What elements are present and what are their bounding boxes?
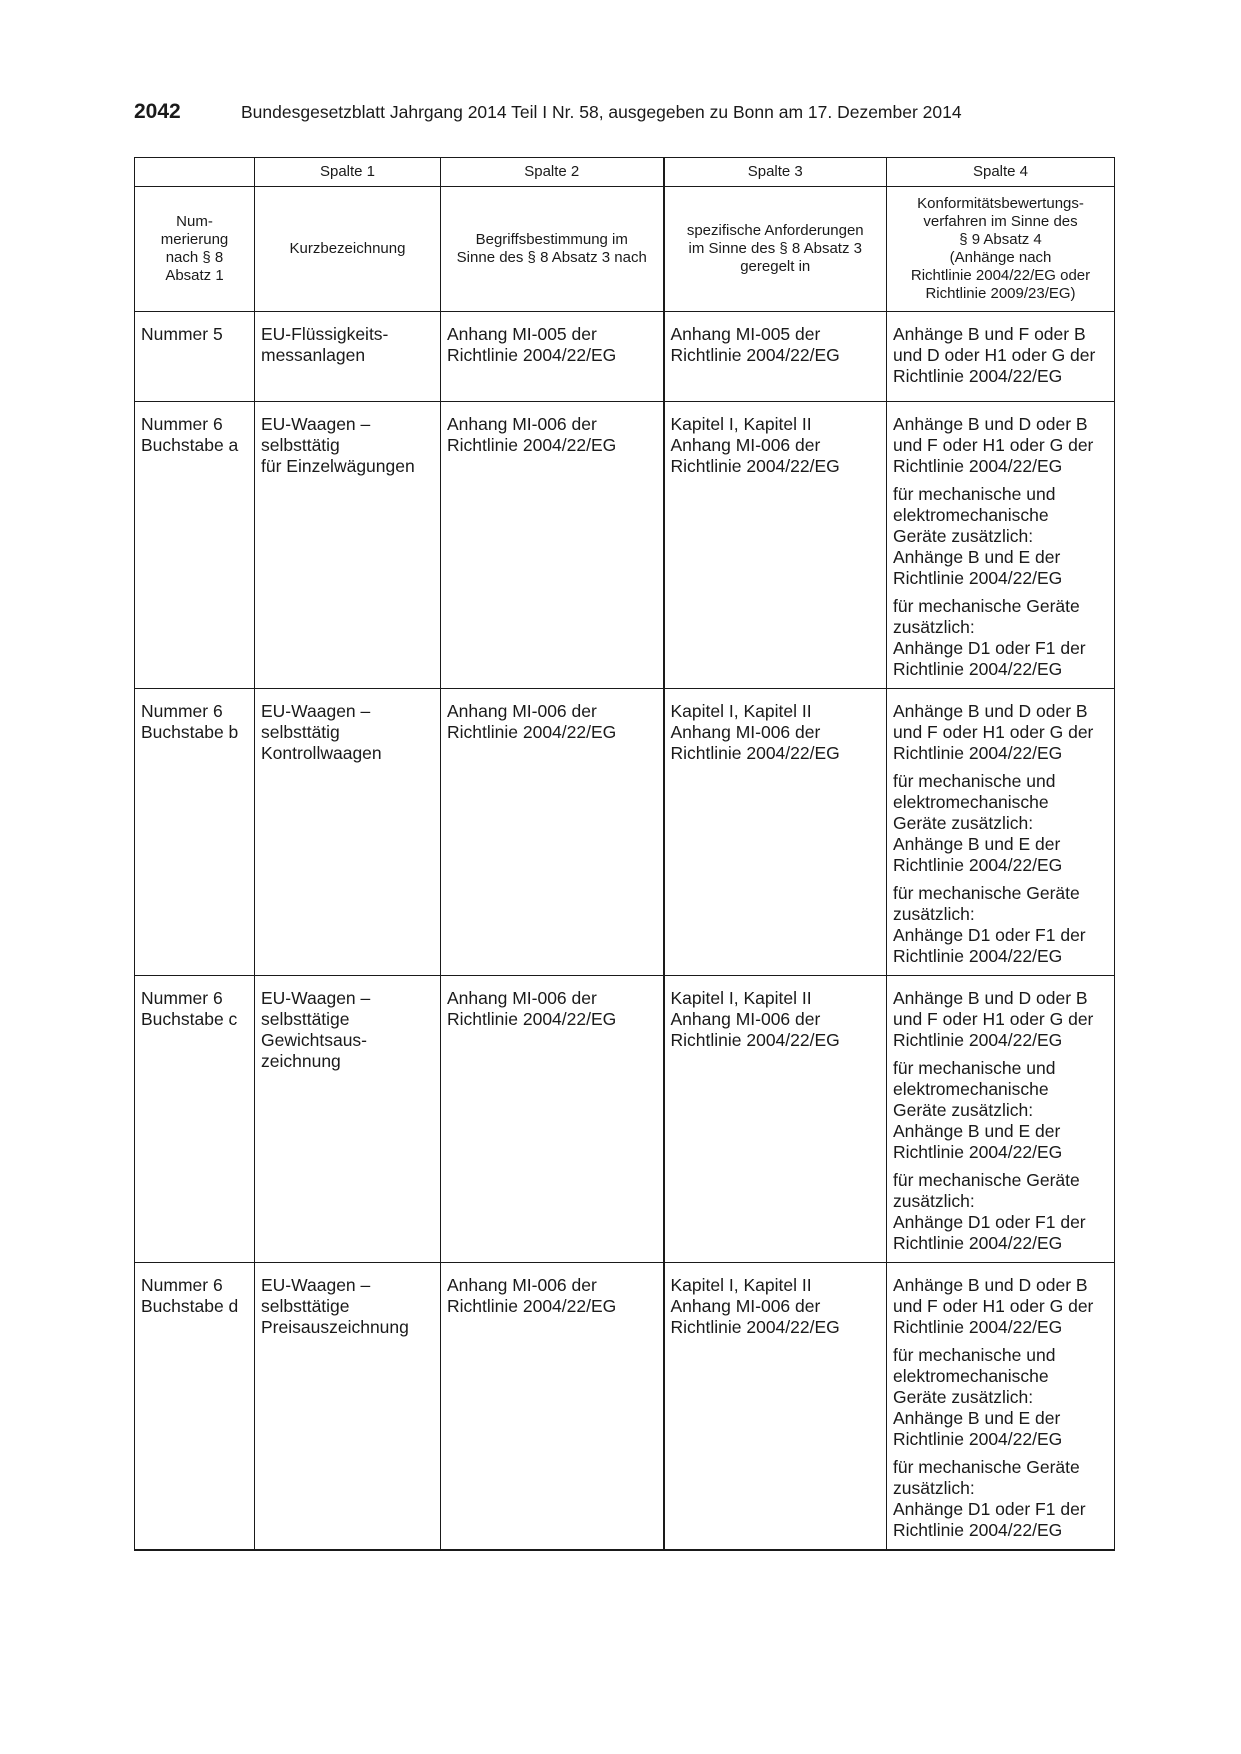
text-line: EU-Waagen –	[261, 414, 371, 434]
text-line: selbsttätige	[261, 1009, 350, 1029]
text-line: und F oder H1 oder G der	[893, 1009, 1094, 1029]
text-line: Buchstabe d	[141, 1296, 239, 1316]
text-line: Richtlinie 2004/22/EG	[893, 1520, 1063, 1540]
text-line: für mechanische Geräte	[893, 1170, 1080, 1190]
spalte-3: Spalte 3	[664, 158, 887, 187]
text-line: Num-	[176, 213, 213, 230]
text-line: Anhang MI-006 der	[670, 435, 821, 455]
text-line: zusätzlich:	[893, 617, 975, 637]
text-line: Anhang MI-006 der	[670, 722, 821, 742]
text-line: Kapitel I, Kapitel II	[670, 988, 812, 1008]
nummer-cell	[135, 689, 255, 976]
verfahren-cell	[887, 976, 1115, 1263]
text-line: Sinne des § 8 Absatz 3 nach	[456, 249, 647, 266]
text-line: Anhang MI-006 der	[447, 414, 597, 434]
text-line: Richtlinie 2009/23/EG)	[925, 285, 1076, 302]
table-row	[135, 976, 1115, 1263]
text-line: Richtlinie 2004/22/EG	[670, 345, 840, 365]
text-line: Richtlinie 2004/22/EG	[893, 743, 1063, 763]
text-line: zusätzlich:	[893, 1478, 975, 1498]
text-line: Richtlinie 2004/22/EG	[447, 435, 617, 455]
verfahren-paragraph	[893, 988, 1108, 1051]
text-line: Gewichtsaus-	[261, 1030, 368, 1050]
begriffsbestimmung-cell	[441, 689, 664, 976]
text-line: Richtlinie 2004/22/EG	[447, 1296, 617, 1316]
text-line: geregelt in	[740, 258, 811, 275]
text-line: Anhänge B und E der	[893, 547, 1061, 567]
verfahren-paragraph	[893, 771, 1108, 876]
text-line: zeichnung	[261, 1051, 341, 1071]
text-line: elektromechanische	[893, 1366, 1049, 1386]
anforderungen-cell	[664, 312, 887, 402]
text-line: Geräte zusätzlich:	[893, 1100, 1034, 1120]
text-line: und D oder H1 oder G der	[893, 345, 1096, 365]
text-line: Anhang MI-005 der	[670, 324, 821, 344]
text-line: Anhänge B und E der	[893, 1408, 1061, 1428]
spalte-4: Spalte 4	[887, 158, 1115, 187]
page-number: 2042	[134, 100, 181, 123]
text-line: Geräte zusätzlich:	[893, 526, 1034, 546]
text-line: Anhang MI-005 der	[447, 324, 597, 344]
text-line: Richtlinie 2004/22/EG	[893, 1142, 1063, 1162]
text-line: Richtlinie 2004/22/EG	[893, 1429, 1063, 1449]
nummer-cell	[135, 1263, 255, 1551]
text-line: Richtlinie 2004/22/EG	[670, 743, 840, 763]
verfahren-paragraph	[893, 1170, 1108, 1254]
text-line: Richtlinie 2004/22/EG	[893, 659, 1063, 679]
text-line: Anhänge B und E der	[893, 834, 1061, 854]
text-line: verfahren im Sinne des	[923, 213, 1078, 230]
anforderungen-cell	[664, 976, 887, 1263]
text-line: für Einzelwägungen	[261, 456, 415, 476]
text-line: für mechanische Geräte	[893, 596, 1080, 616]
text-line: und F oder H1 oder G der	[893, 722, 1094, 742]
nummer-cell	[135, 312, 255, 402]
text-line: messanlagen	[261, 345, 366, 365]
spalten-row	[135, 158, 1115, 187]
text-line: für mechanische Geräte	[893, 1457, 1080, 1477]
text-line: für mechanische und	[893, 484, 1056, 504]
text-line: Anhänge B und D oder B	[893, 1275, 1088, 1295]
text-line: Richtlinie 2004/22/EG	[447, 1009, 617, 1029]
text-line: Anhänge D1 oder F1 der	[893, 638, 1086, 658]
text-line: für mechanische und	[893, 1058, 1056, 1078]
verfahren-cell	[887, 1263, 1115, 1551]
text-line: Anhänge B und E der	[893, 1121, 1061, 1141]
text-line: Anhang MI-006 der	[447, 1275, 597, 1295]
kurzbezeichnung-cell	[255, 976, 441, 1263]
text-line: und F oder H1 oder G der	[893, 435, 1094, 455]
text-line: Anhänge B und D oder B	[893, 414, 1088, 434]
text-line: Absatz 1	[165, 267, 224, 284]
text-line: Anhang MI-006 der	[447, 988, 597, 1008]
text-line: Anhänge D1 oder F1 der	[893, 1212, 1086, 1232]
text-line: zusätzlich:	[893, 1191, 975, 1211]
text-line: im Sinne des § 8 Absatz 3	[688, 240, 862, 257]
anforderungen-cell	[664, 402, 887, 689]
text-line: Buchstabe a	[141, 435, 239, 455]
anforderungen-cell	[664, 689, 887, 976]
text-line: EU-Waagen –	[261, 1275, 371, 1295]
text-line: Anhänge B und D oder B	[893, 988, 1088, 1008]
text-line: und F oder H1 oder G der	[893, 1296, 1094, 1316]
text-line: merierung	[160, 231, 229, 248]
text-line: EU-Flüssigkeits-	[261, 324, 389, 344]
text-line: Richtlinie 2004/22/EG	[893, 1233, 1063, 1253]
verfahren-paragraph	[893, 701, 1108, 764]
text-line: Kapitel I, Kapitel II	[670, 1275, 812, 1295]
text-line: elektromechanische	[893, 792, 1049, 812]
annex-table	[134, 157, 1115, 1551]
text-line: Nummer 6	[141, 414, 223, 434]
text-line: Konformitätsbewertungs-	[917, 195, 1084, 212]
header-begriffsbestimmung	[441, 187, 664, 312]
text-line: Anhang MI-006 der	[447, 701, 597, 721]
text-line: Richtlinie 2004/22/EG	[893, 946, 1063, 966]
text-line: Kurzbezeichnung	[289, 240, 406, 257]
text-line: Richtlinie 2004/22/EG	[670, 1030, 840, 1050]
text-line: Richtlinie 2004/22/EG oder	[910, 267, 1091, 284]
text-line: Buchstabe b	[141, 722, 239, 742]
column-header-row	[135, 187, 1115, 312]
kurzbezeichnung-cell	[255, 689, 441, 976]
text-line: Kontrollwaagen	[261, 743, 382, 763]
text-line: Kapitel I, Kapitel II	[670, 701, 812, 721]
nummer-cell	[135, 976, 255, 1263]
table-row	[135, 312, 1115, 402]
verfahren-paragraph	[893, 1457, 1108, 1541]
text-line: Richtlinie 2004/22/EG	[893, 456, 1063, 476]
begriffsbestimmung-cell	[441, 1263, 664, 1551]
text-line: Richtlinie 2004/22/EG	[670, 1317, 840, 1337]
verfahren-cell	[887, 689, 1115, 976]
kurzbezeichnung-cell	[255, 312, 441, 402]
verfahren-paragraph	[893, 883, 1108, 967]
begriffsbestimmung-cell	[441, 312, 664, 402]
text-line: Begriffsbestimmung im	[475, 231, 628, 248]
text-line: Anhang MI-006 der	[670, 1009, 821, 1029]
text-line: Kapitel I, Kapitel II	[670, 414, 812, 434]
header-nummerierung	[135, 187, 255, 312]
spalte-empty-cell	[135, 158, 255, 187]
text-line: Richtlinie 2004/22/EG	[893, 568, 1063, 588]
verfahren-cell	[887, 312, 1115, 402]
text-line: Nummer 6	[141, 988, 223, 1008]
table-row	[135, 402, 1115, 689]
text-line: für mechanische Geräte	[893, 883, 1080, 903]
text-line: spezifische Anforderungen	[686, 222, 864, 239]
text-line: Richtlinie 2004/22/EG	[893, 855, 1063, 875]
text-line: EU-Waagen –	[261, 988, 371, 1008]
text-line: Preisauszeichnung	[261, 1317, 409, 1337]
verfahren-paragraph	[893, 324, 1108, 387]
page-header	[134, 100, 1114, 126]
running-title: Bundesgesetzblatt Jahrgang 2014 Teil I Nr. 58, ausgegeben zu Bonn am 17. Dezember 2014	[241, 102, 962, 122]
verfahren-paragraph	[893, 484, 1108, 589]
text-line: selbsttätig	[261, 435, 340, 455]
text-line: Richtlinie 2004/22/EG	[893, 1030, 1063, 1050]
kurzbezeichnung-cell	[255, 1263, 441, 1551]
verfahren-paragraph	[893, 1345, 1108, 1450]
spalte-2: Spalte 2	[441, 158, 664, 187]
anforderungen-cell	[664, 1263, 887, 1551]
text-line: Richtlinie 2004/22/EG	[893, 1317, 1063, 1337]
text-line: Anhänge B und F oder B	[893, 324, 1086, 344]
kurzbezeichnung-cell	[255, 402, 441, 689]
table-row	[135, 1263, 1115, 1551]
header-kurzbezeichnung	[255, 187, 441, 312]
table-row	[135, 689, 1115, 976]
text-line: (Anhänge nach	[949, 249, 1052, 266]
verfahren-paragraph	[893, 1058, 1108, 1163]
text-line: EU-Waagen –	[261, 701, 371, 721]
begriffsbestimmung-cell	[441, 976, 664, 1263]
text-line: Anhänge D1 oder F1 der	[893, 1499, 1086, 1519]
text-line: Richtlinie 2004/22/EG	[893, 366, 1063, 386]
text-line: Richtlinie 2004/22/EG	[670, 456, 840, 476]
begriffsbestimmung-cell	[441, 402, 664, 689]
verfahren-paragraph	[893, 596, 1108, 680]
verfahren-cell	[887, 402, 1115, 689]
text-line: nach § 8	[165, 249, 224, 266]
text-line: Geräte zusätzlich:	[893, 1387, 1034, 1407]
text-line: Buchstabe c	[141, 1009, 238, 1029]
text-line: für mechanische und	[893, 1345, 1056, 1365]
text-line: Anhang MI-006 der	[670, 1296, 821, 1316]
header-konformitaetsbewertung	[887, 187, 1115, 312]
verfahren-paragraph	[893, 1275, 1108, 1338]
text-line: Richtlinie 2004/22/EG	[447, 345, 617, 365]
text-line: Nummer 6	[141, 1275, 223, 1295]
text-line: elektromechanische	[893, 505, 1049, 525]
text-line: elektromechanische	[893, 1079, 1049, 1099]
verfahren-paragraph	[893, 414, 1108, 477]
text-line: Anhänge B und D oder B	[893, 701, 1088, 721]
text-line: zusätzlich:	[893, 904, 975, 924]
text-line: Richtlinie 2004/22/EG	[447, 722, 617, 742]
text-line: selbsttätige	[261, 1296, 350, 1316]
text-line: Nummer 6	[141, 701, 223, 721]
text-line: Geräte zusätzlich:	[893, 813, 1034, 833]
text-line: § 9 Absatz 4	[959, 231, 1042, 248]
text-line: für mechanische und	[893, 771, 1056, 791]
text-line: Nummer 5	[141, 324, 223, 344]
header-anforderungen	[664, 187, 887, 312]
text-line: selbsttätig	[261, 722, 340, 742]
nummer-cell	[135, 402, 255, 689]
text-line: Anhänge D1 oder F1 der	[893, 925, 1086, 945]
spalte-1: Spalte 1	[255, 158, 441, 187]
